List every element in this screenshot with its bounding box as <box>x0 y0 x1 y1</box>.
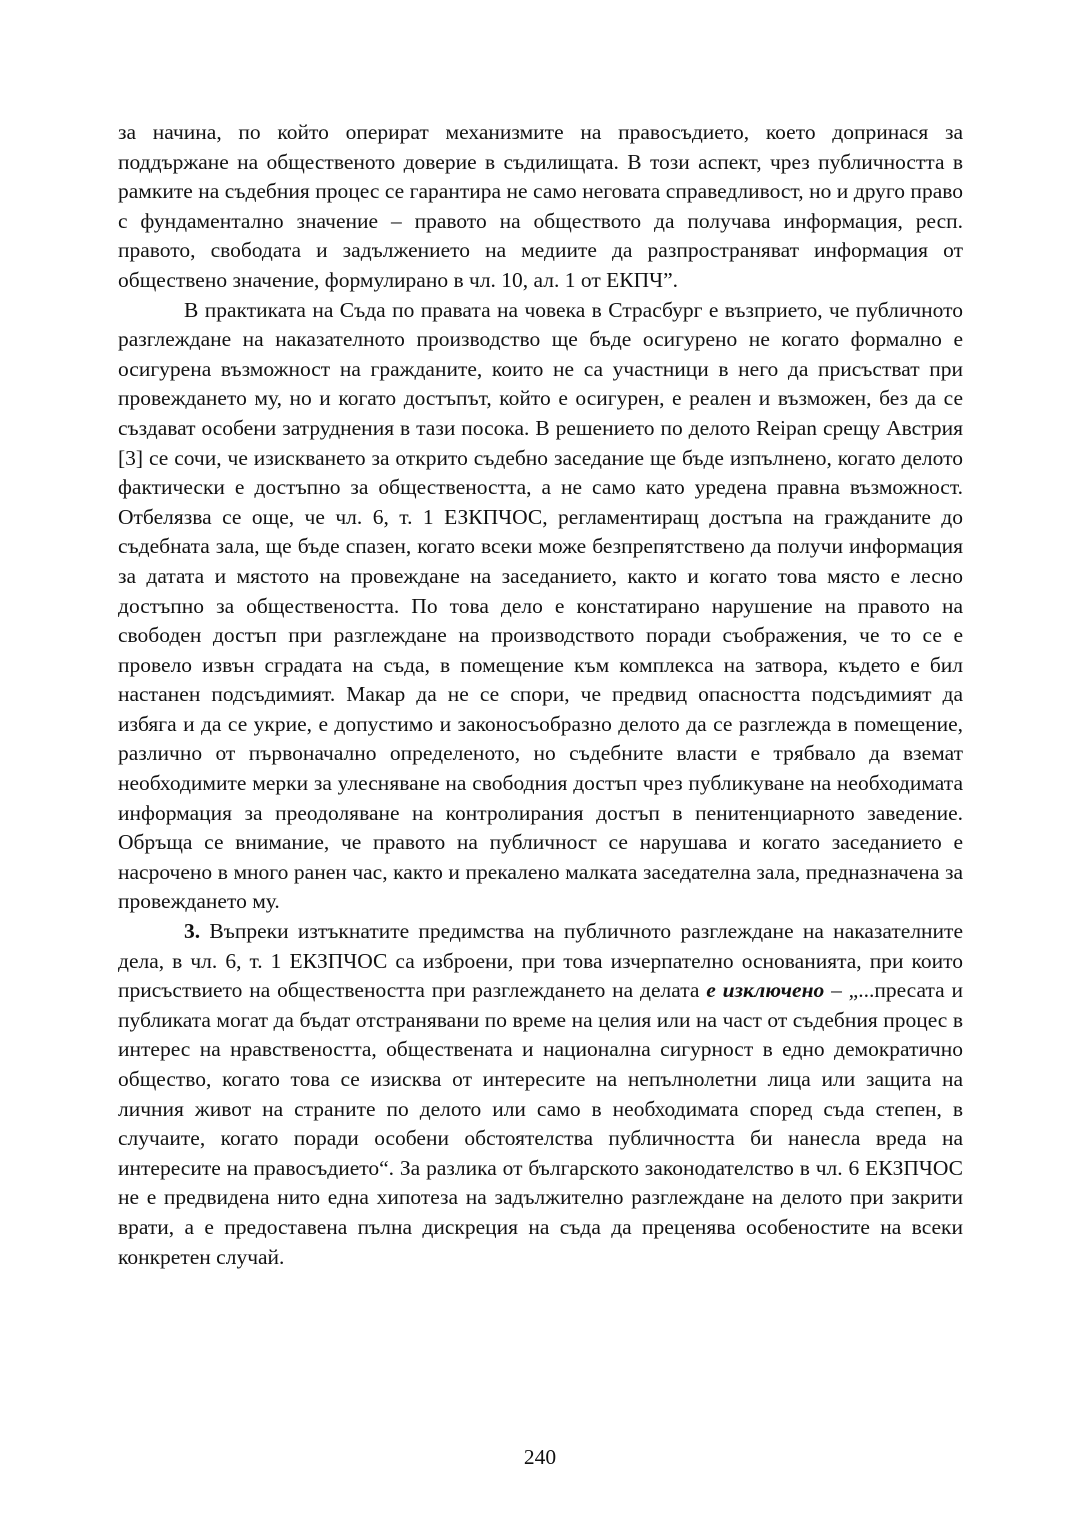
paragraph-text-before: Въпреки изтъкнатите предимства на публичното разглеждане на наказателните дела, в чл. 6, т. 1 ЕКЗПЧОС са изброени, при това изчерпателно основанията, при които присъствието на обществеността при разглеждането на делата <box>118 919 963 1003</box>
emphasis-text: е изключено <box>706 978 825 1003</box>
paragraph-continuation: за начина, по който оперират механизмите на правосъдието, което допринася за поддържане на общественото доверие в съдилищата. В този аспект, чрез публичността в рамките на съдебния процес се гарантира не само неговата справедливост, но и друго право с фундаментално значение – правото на обществото да получава информация, респ. правото, свободата и задължението на медиите да разпространяват информация от обществено значение, формулирано в чл. 10, ал. 1 от ЕКПЧ”. <box>118 120 963 292</box>
paragraph-strasbourg-practice: В практиката на Съда по правата на човека в Страсбург е възприето, че публичното разглеждане на наказателното производство ще бъде осигурено не когато формално е осигурена възможност на гражданите, които не са участници в него да присъстват при провеждането му, но и когато достъпът, който е осигурен, е реален и възможен, без да се създават особени затруднения в тази посока. В решението по делото Reipan срещу Австрия [3] се сочи, че изискването за открито съдебно заседание ще бъде изпълнено, когато делото фактически е достъпно за обществеността, а не само като уредена правна възможност. Отбелязва се още, че чл. 6, т. 1 ЕЗКПЧОС, регламентиращ достъпа на гражданите до съдебната зала, ще бъде спазен, когато всеки може безпрепятствено да получи информация за датата и мястото на провеждане на заседанието, както и когато това място е лесно достъпно за обществеността. По това дело е констатирано нарушение на правото на свободен достъп при разглеждане на производството поради съображения, че то се е провело извън сградата на съда, в помещение към комплекса на затвора, където е бил настанен подсъдимият. Макар да не се спори, че предвид опасността подсъдимият да избяга и да се укрие, е допустимо и законосъобразно делото да се разглежда в помещение, различно от първоначално определеното, но съдебните власти е трябвало да вземат необходимите мерки за улесняване на свободния достъп чрез публикуване на необходимата информация за преодоляване на контролирания достъп в пенитенциарното заведение. Обръща се внимание, че правото на публичност се нарушава и когато заседанието е насрочено в много ранен час, както и прекалено малката заседателна зала, предназначена за провеждането му. <box>118 297 963 914</box>
paragraph-exceptions <box>118 917 963 1272</box>
page-number: 240 <box>523 1445 557 1469</box>
paragraph-text-after: – „...пресата и публиката могат да бъдат отстранявани по време на целия или на част от съдебния процес в интерес на нравствеността, обществената и национална сигурност в едно демократично общество, когато това се изисква от интересите на непълнолетни лица или защита на личния живот на страните по делото или само в необходимата според съда степен, в случаите, когато поради особени обстоятелства публичността би нанесла вреда на интересите на правосъдието“. За разлика от българското законодателство в чл. 6 ЕКЗПЧОС не е предвидена нито една хипотеза на задължително разглеждане на делото при закрити врати, а е предоставена пълна дискреция на съда да преценява особеностите на всеки конкретен случай. <box>118 978 963 1269</box>
section-number: 3. <box>184 919 201 944</box>
page-body <box>118 118 963 1272</box>
